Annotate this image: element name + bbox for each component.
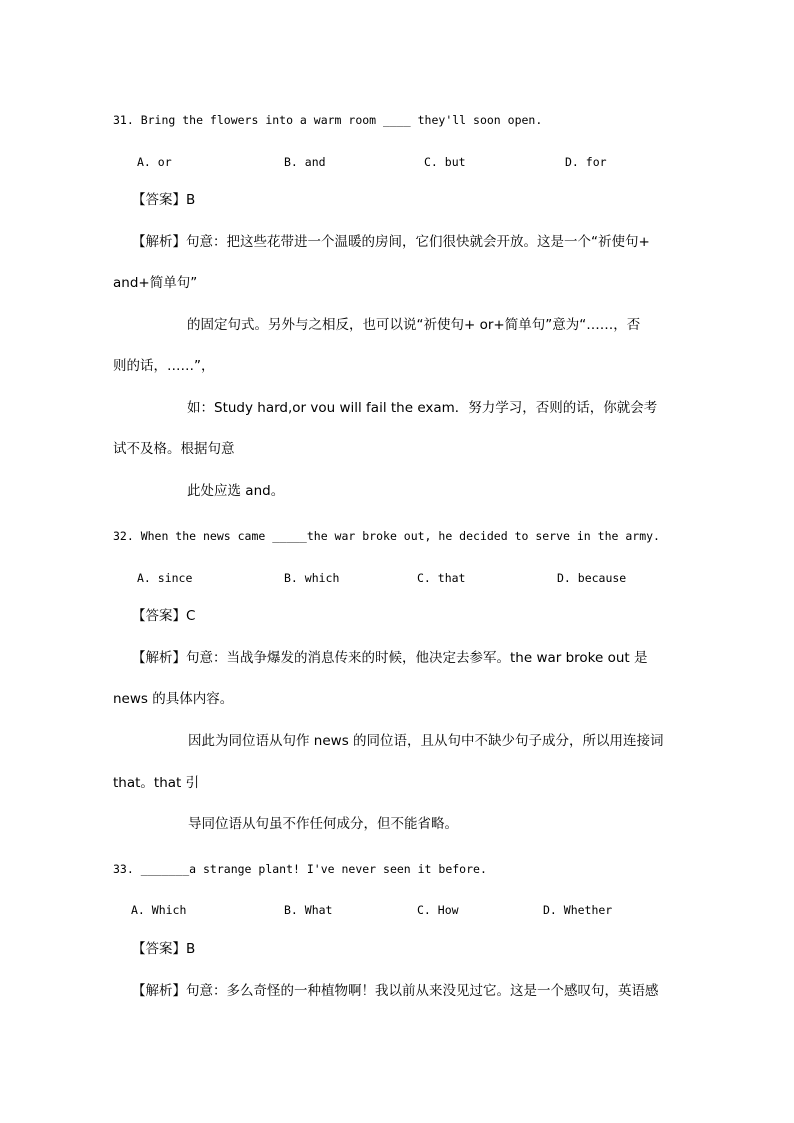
question-33-option-d: D. Whether xyxy=(543,903,613,917)
question-32-option-d: D. because xyxy=(557,571,627,585)
question-31-option-d: D. for xyxy=(565,155,607,169)
question-31-analysis-line-7: 此处应选 and。 xyxy=(187,483,285,499)
question-31-stem: 31. Bring the flowers into a warm room ____ they'll soon open. xyxy=(113,113,543,127)
question-31-analysis-line-4: 则的话，……”， xyxy=(113,358,215,374)
question-33-option-c: C. How xyxy=(417,903,459,917)
question-31-option-a: A. or xyxy=(137,155,172,169)
question-32-option-a: A. since xyxy=(137,571,193,585)
question-31-analysis-line-3: 的固定句式。另外与之相反，也可以说“祈使句+ or+简单句”意为“……，否 xyxy=(187,317,641,333)
question-33-answer: 【答案】B xyxy=(132,941,196,957)
question-31-option-c: C. but xyxy=(424,155,466,169)
question-33-stem: 33. _______a strange plant! I've never seen it before. xyxy=(113,862,487,876)
question-32-analysis-line-3: 因此为同位语从句作 news 的同位语，且从句中不缺少句子成分，所以用连接词 xyxy=(188,733,664,749)
question-32-answer: 【答案】C xyxy=(132,608,196,624)
question-33-option-b: B. What xyxy=(284,903,333,917)
question-33-analysis-line-1: 【解析】句意：多么奇怪的一种植物啊！我以前从来没见过它。这是一个感叹句，英语感 xyxy=(132,983,659,999)
question-31-answer: 【答案】B xyxy=(132,192,196,208)
question-31-analysis-line-1: 【解析】句意：把这些花带进一个温暖的房间，它们很快就会开放。这是一个“祈使句+ xyxy=(132,234,650,250)
question-32-option-b: B. which xyxy=(284,571,340,585)
question-31-analysis-line-6: 试不及格。根据句意 xyxy=(113,441,235,457)
question-32-analysis-line-4: that。that 引 xyxy=(113,775,200,791)
question-32-stem: 32. When the news came _____the war broke out, he decided to serve in the army. xyxy=(113,529,660,543)
question-32-analysis-line-1: 【解析】句意：当战争爆发的消息传来的时候，他决定去参军。the war broke out 是 xyxy=(132,650,648,666)
question-33-option-a: A. Which xyxy=(131,903,187,917)
question-32-option-c: C. that xyxy=(417,571,466,585)
question-32-analysis-line-2: news 的具体内容。 xyxy=(113,691,234,707)
question-31-analysis-line-2: and+简单句” xyxy=(113,275,198,291)
question-31-option-b: B. and xyxy=(284,155,326,169)
question-32-analysis-line-5: 导同位语从句虽不作任何成分，但不能省略。 xyxy=(188,816,458,832)
question-31-analysis-line-5: 如：Study hard,or vou will fail the exam．努力学习，否则的话，你就会考 xyxy=(187,400,658,416)
